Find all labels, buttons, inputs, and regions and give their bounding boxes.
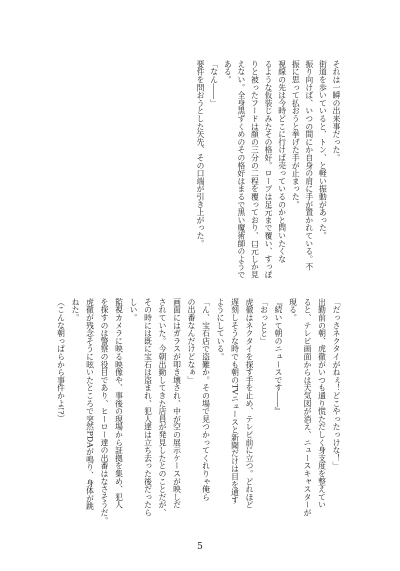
text-line: 要件を問おうとした矢先、その口端が引き上がった。 <box>196 60 206 248</box>
text-line: るような仮装じみたその格好。ローブは足元まで覆い、すっぽ <box>264 60 274 279</box>
text-line: 振に思って払おうと挙げた手が止まった。 <box>291 60 301 209</box>
text-line: を探すのは警察の役目であり、ヒーロー達の出番はなさそうだ。 <box>100 298 109 525</box>
text-line: えない。全身黒ずくめのその格好はまるで黒い魔術師のようで <box>236 60 246 279</box>
text-line: されていた。今朝出勤してきた店員が発見したとのことだが、 <box>158 298 167 517</box>
tv-dialogue-line: 『続いて朝のニュースです――』 <box>274 298 283 415</box>
text-line: ある。 <box>223 60 233 84</box>
text-line: 現る。 <box>288 298 298 322</box>
lower-text-tier <box>53 298 343 525</box>
text-line: 監視カメラに映る映像や、事後の現場から証拠を集め、犯人 <box>114 298 124 509</box>
text-line: その時には既に宝石は盗まれ、犯人達は立ち去った後だったら <box>143 298 153 517</box>
text-line: 視線の先は今時どこに行けば売っているのかと問いたくな <box>277 60 287 263</box>
text-line: それは一瞬の出来事だった。 <box>332 60 341 162</box>
text-line: りと被ったフードは顔の三分の二程を覆っており、口元しか見 <box>250 60 260 279</box>
text-line: 出勤前の朝、虎徹がいつも通り慌ただしく身支度を整えてい <box>317 298 327 509</box>
text-line: 虎徹が残念そうに呟いたところで突然PDAが鳴り、身体が跳 <box>85 298 95 511</box>
dialogue-line: 「ん、宝石店で盗難か。その場で見つかってくれりゃ俺ら <box>201 298 211 501</box>
text-line: 遅刻しそうな時でも朝のTVニュースと新聞だけは目を通す <box>230 298 240 504</box>
dialogue-line: 「なん――」 <box>209 60 219 107</box>
dialogue-line: 「おっとと」 <box>259 298 269 345</box>
text-line: の出番なんだけどなぁ」 <box>187 298 196 384</box>
text-line: 画面にはガラスが叩き壊され、中が空の展示ケースが映しだ <box>172 298 182 509</box>
text-line: ねた。 <box>71 298 80 322</box>
thought-line: （こんな朝っぱらから事件かよ!?） <box>56 298 66 423</box>
upper-text-tier <box>193 60 343 279</box>
dialogue-line: 「だっさネクタイがねぇ！どこやったっけな！」 <box>332 298 341 470</box>
text-line: しい。 <box>129 298 138 322</box>
text-line: ようにしている。 <box>216 298 225 361</box>
text-line: ると、テレビ画面からは天気図が消え、ニュースキャスターが <box>303 298 312 517</box>
page-number: 5 <box>197 542 203 552</box>
text-line: 振り向けば、いつの間にか自身の肩に手が置かれている。不 <box>304 60 314 271</box>
text-line: 虎徹はネクタイを探す手を止め、テレビ前に立つ。どれほど <box>245 298 254 509</box>
text-line: 街道を歩いていると、トン、と軽い振動があった。 <box>318 60 328 240</box>
